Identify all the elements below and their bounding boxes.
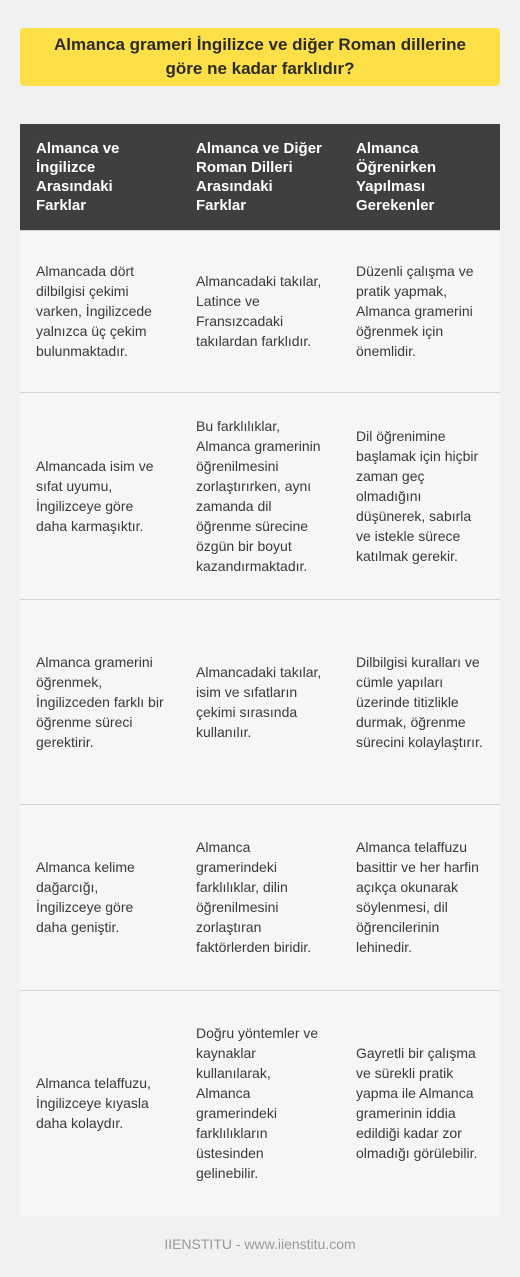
table-cell: Almanca telaffuzu, İngilizceye kıyasla daha kolaydır. [20, 990, 180, 1216]
table-cell: Gayretli bir çalışma ve sürekli pratik yapma ile Almanca gramerinin iddia edildiği kadar zor olmadığı görülebilir. [340, 990, 500, 1216]
column-header-german-romance: Almanca ve Diğer Roman Dilleri Arasındaki Farklar [180, 124, 340, 230]
table-row [20, 990, 500, 1216]
column-header-learning-tips: Almanca Öğrenirken Yapılması Gerekenler [340, 124, 500, 230]
table-header-row [20, 124, 500, 230]
table-cell: Dilbilgisi kuralları ve cümle yapıları üzerinde titizlikle durmak, öğrenme sürecini kolaylaştırır. [340, 599, 500, 804]
page-title: Almanca grameri İngilizce ve diğer Roman dillerine göre ne kadar farklıdır? [54, 35, 466, 78]
table-cell: Almancada isim ve sıfat uyumu, İngilizceye göre daha karmaşıktır. [20, 392, 180, 599]
table-row [20, 804, 500, 990]
table-cell: Almancadaki takılar, Latince ve Fransızcadaki takılardan farklıdır. [180, 230, 340, 392]
table-row [20, 230, 500, 392]
table-cell: Düzenli çalışma ve pratik yapmak, Almanca gramerini öğrenmek için önemlidir. [340, 230, 500, 392]
footer-credit: IIENSTITU - www.iienstitu.com [164, 1236, 356, 1252]
table-row [20, 599, 500, 804]
table-cell: Almanca gramerindeki farklılıklar, dilin öğrenilmesini zorlaştıran faktörlerden biridir. [180, 804, 340, 990]
title-banner [20, 28, 500, 86]
column-header-german-english: Almanca ve İngilizce Arasındaki Farklar [20, 124, 180, 230]
table-cell: Almancadaki takılar, isim ve sıfatların çekimi sırasında kullanılır. [180, 599, 340, 804]
table-row [20, 392, 500, 599]
table-cell: Dil öğrenimine başlamak için hiçbir zaman geç olmadığını düşünerek, sabırla ve istekle sürece katılmak gerekir. [340, 392, 500, 599]
table-cell: Almanca kelime dağarcığı, İngilizceye göre daha geniştir. [20, 804, 180, 990]
table-cell: Almanca gramerini öğrenmek, İngilizceden farklı bir öğrenme süreci gerektirir. [20, 599, 180, 804]
table-cell: Doğru yöntemler ve kaynaklar kullanılarak, Almanca gramerindeki farklılıkların üstesinden gelinebilir. [180, 990, 340, 1216]
table-cell: Almancada dört dilbilgisi çekimi varken, İngilizcede yalnızca üç çekim bulunmaktadır. [20, 230, 180, 392]
comparison-table [20, 124, 500, 1216]
table-cell: Bu farklılıklar, Almanca gramerinin öğrenilmesini zorlaştırırken, aynı zamanda dil öğrenme sürecine özgün bir boyut kazandırmaktadır. [180, 392, 340, 599]
table-cell: Almanca telaffuzu basittir ve her harfin açıkça okunarak söylenmesi, dil öğrencilerinin lehinedir. [340, 804, 500, 990]
